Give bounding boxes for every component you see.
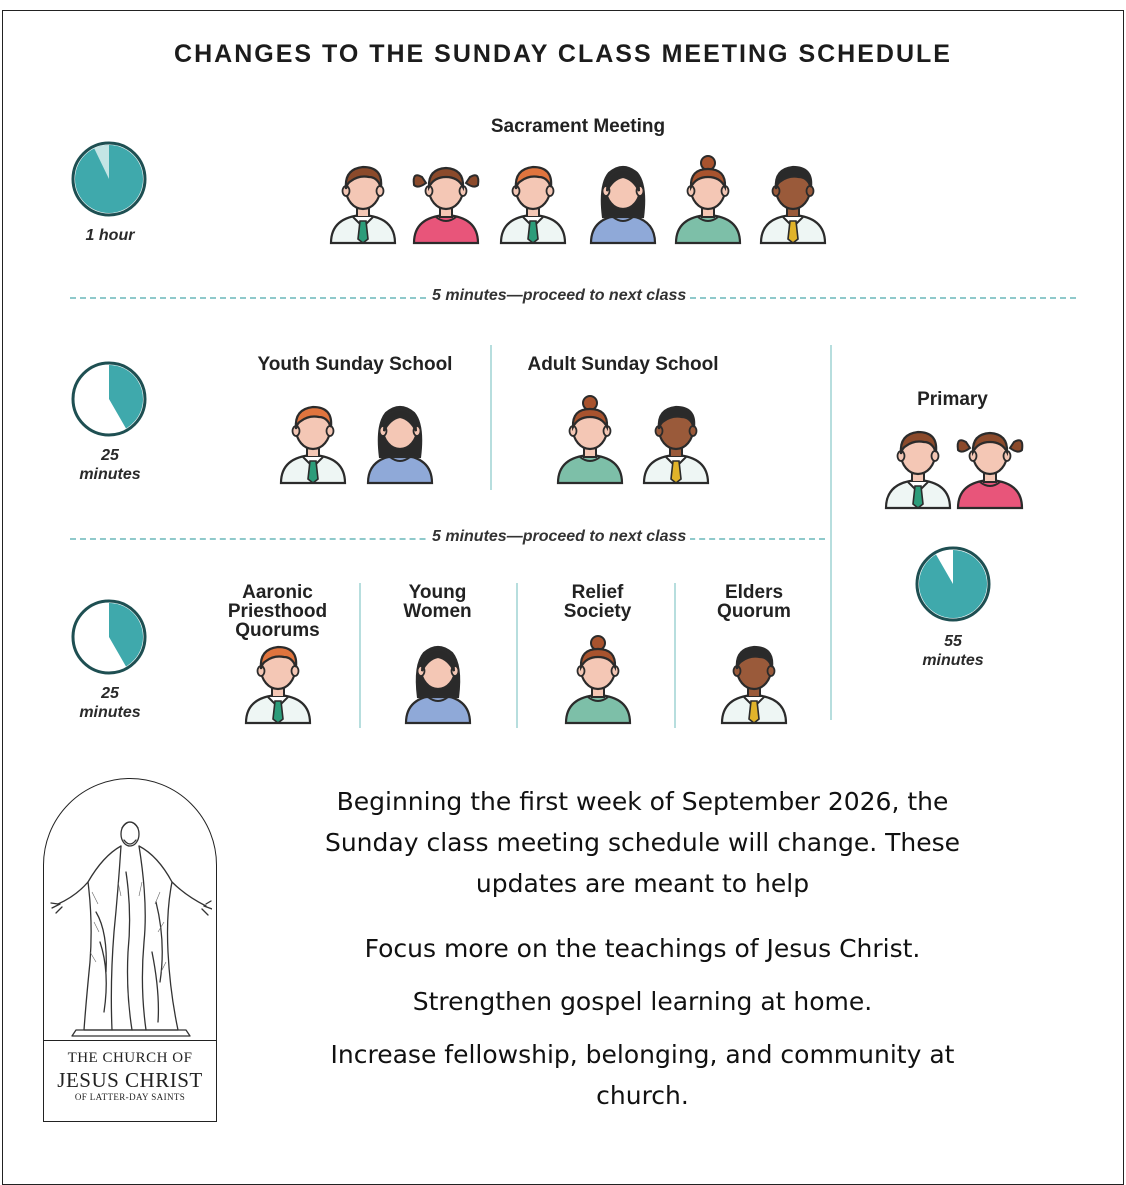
person-icon-woman [552,395,628,490]
elders-quorum-title [690,583,818,621]
relief-society-line-2: Society [563,601,632,622]
person-icon-man [638,395,714,490]
young-women-line-2: Women [403,601,472,622]
primary-duration-unit: minutes [922,652,984,669]
aaronic-line-1: Aaronic [242,582,313,603]
clock-icon-25-minutes-2 [70,598,148,676]
person-icon-young-woman [400,635,476,730]
person-icon-man [716,635,792,730]
second-block-duration [60,684,160,722]
person-icon-woman [560,635,636,730]
elders-quorum-line-2: Quorum [717,601,791,622]
divider-label-2: 5 minutes—proceed to next class [428,528,690,546]
aaronic-priesthood-title [205,583,350,640]
adult-sunday-school-title: Adult Sunday School [527,354,719,375]
poster-title: CHANGES TO THE SUNDAY CLASS MEETING SCHEDULE [174,40,952,68]
aaronic-line-3: Quorums [235,620,320,641]
first-block-duration-unit: minutes [79,466,141,483]
aaronic-line-2: Priesthood [227,601,328,622]
sacrament-meeting-title: Sacrament Meeting [490,116,666,137]
sacrament-duration: 1 hour [85,227,135,244]
message-point-2: Strengthen gospel learning at home. [412,987,873,1016]
divider-label-1: 5 minutes—proceed to next class [428,287,690,305]
person-icon-young-woman [585,155,661,250]
message-point-1: Focus more on the teachings of Jesus Christ. [364,934,921,963]
young-women-line-1: Young [408,582,467,603]
first-block-duration-number: 25 [101,447,119,464]
primary-title: Primary [917,389,988,410]
young-women-title [375,583,500,621]
person-icon-boy [325,155,401,250]
person-icon-young-man [275,395,351,490]
person-icon-girl [408,155,484,250]
separator-line [516,583,518,728]
clock-icon-1-hour [70,140,148,218]
person-icon-boy [880,420,956,515]
person-icon-young-woman [362,395,438,490]
message-point-3: Increase fellowship, belonging, and community at church. [330,1040,955,1110]
person-icon-girl [952,420,1028,515]
clock-icon-55-minutes [914,545,992,623]
second-block-duration-number: 25 [101,685,119,702]
person-icon-man [755,155,831,250]
logo-divider [43,1040,217,1041]
separator-line [490,345,492,490]
person-icon-woman [670,155,746,250]
person-icon-young-man [240,635,316,730]
primary-duration [903,632,1003,670]
relief-society-title [535,583,660,621]
logo-line-1: THE CHURCH OF [67,1050,193,1066]
second-block-duration-unit: minutes [79,704,141,721]
elders-quorum-line-1: Elders [724,582,784,603]
separator-line [674,583,676,728]
clock-icon-25-minutes-1 [70,360,148,438]
primary-separator-line [830,345,832,720]
relief-society-line-1: Relief [571,582,624,603]
person-icon-young-man [495,155,571,250]
logo-line-3: OF LATTER-DAY SAINTS [74,1092,186,1102]
youth-sunday-school-title: Youth Sunday School [257,354,453,375]
first-block-duration [60,446,160,484]
christus-statue-image [48,812,212,1037]
primary-duration-number: 55 [944,633,962,650]
logo-line-2: JESUS CHRIST [57,1068,203,1092]
message-intro: Beginning the first week of September 2026, the Sunday class meeting schedule will change. These updates are meant to help [324,787,961,898]
separator-line [359,583,361,728]
